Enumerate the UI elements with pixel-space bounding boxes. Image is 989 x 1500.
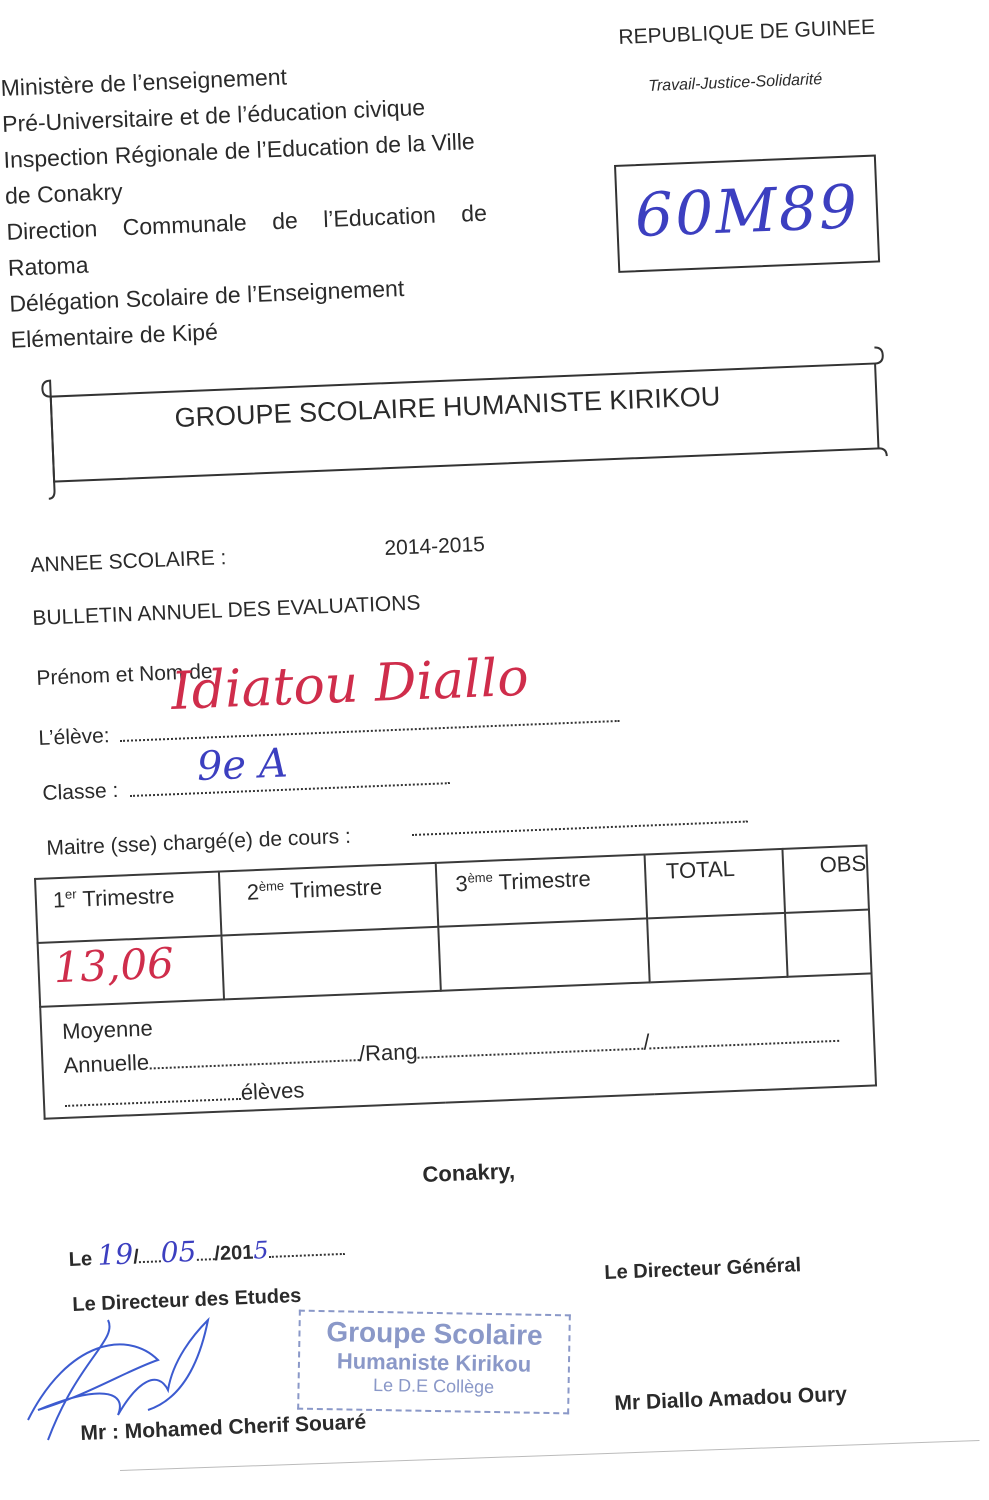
value-cell-term-1: 13,06 bbox=[38, 936, 224, 1007]
value-cell-obs bbox=[785, 910, 872, 977]
class-dotted-line bbox=[130, 782, 450, 797]
teacher-dotted-line bbox=[412, 821, 748, 836]
name-label: Prénom et Nom de bbox=[36, 659, 214, 690]
annual-average-line: Annuelle /Rang / bbox=[63, 1016, 874, 1082]
school-name: GROUPE SCOLAIRE HUMANISTE KIRIKOU bbox=[174, 381, 721, 433]
ministry-line: Ministère de l’enseignement bbox=[0, 63, 288, 101]
header-cell-term-2: 2ème Trimestre bbox=[219, 863, 438, 936]
stamp-line: Humaniste Kirikou bbox=[336, 1348, 532, 1377]
school-stamp bbox=[297, 1310, 571, 1415]
ministry-line: Délégation Scolaire de l’Enseignement bbox=[8, 274, 405, 317]
school-year-value: 2014-2015 bbox=[384, 532, 486, 560]
right-signatory-title: Le Directeur Général bbox=[604, 1254, 802, 1284]
ministry-line: de Conakry bbox=[4, 178, 124, 209]
republic-title: REPUBLIQUE DE GUINEE bbox=[618, 15, 876, 49]
bottom-rule bbox=[120, 1440, 980, 1471]
annual-average-label-1: Moyenne bbox=[61, 1015, 154, 1044]
left-signatory-title: Le Directeur des Etudes bbox=[72, 1284, 302, 1316]
left-signatory-name: Mr : Mohamed Cherif Souaré bbox=[80, 1410, 367, 1445]
ministry-line: Pré-Universitaire et de l’éducation civique bbox=[1, 93, 426, 137]
header-cell-total: TOTAL bbox=[644, 849, 784, 918]
ministry-line: Ratoma bbox=[7, 251, 89, 281]
reference-number: 60M89 bbox=[633, 172, 861, 252]
student-name: Idiatou Diallo bbox=[170, 647, 530, 722]
right-signatory-name: Mr Diallo Amadou Oury bbox=[614, 1382, 848, 1415]
teacher-label: Maitre (sse) chargé(e) de cours : bbox=[46, 824, 352, 860]
date-line: Le 19/ 05 /2015 bbox=[68, 1229, 345, 1273]
ministry-block bbox=[0, 47, 581, 358]
header-cell-term-3: 3ème Trimestre bbox=[436, 854, 647, 926]
name-dotted-line bbox=[120, 720, 620, 742]
school-year-label: ANNEE SCOLAIRE : bbox=[30, 546, 227, 577]
class-label: Classe : bbox=[42, 778, 119, 805]
city-label: Conakry, bbox=[422, 1158, 516, 1187]
pupil-count-line: élèves bbox=[64, 1050, 875, 1116]
reference-box bbox=[614, 154, 880, 272]
value-cell-term-2 bbox=[222, 927, 441, 1000]
stamp-line: Le D.E Collège bbox=[372, 1374, 495, 1398]
value-cell-total bbox=[647, 913, 787, 982]
value-cell-term-3 bbox=[438, 918, 649, 990]
ministry-line: Inspection Régionale de l’Education de la Ville bbox=[3, 128, 476, 173]
national-motto: Travail-Justice-Solidarité bbox=[648, 71, 823, 95]
evaluation-table bbox=[34, 845, 877, 1120]
ministry-line: Direction Communale de l’Education de bbox=[5, 199, 488, 245]
header-cell-obs: OBS bbox=[782, 846, 869, 913]
ministry-line: Elémentaire de Kipé bbox=[10, 318, 219, 353]
pupil-label: L’élève: bbox=[38, 724, 111, 750]
header-cell-term-1: 1er Trimestre bbox=[35, 872, 221, 943]
class-value: 9e A bbox=[196, 740, 289, 790]
stamp-line: Groupe Scolaire bbox=[326, 1316, 543, 1351]
bulletin-title: BULLETIN ANNUEL DES EVALUATIONS bbox=[32, 591, 421, 630]
